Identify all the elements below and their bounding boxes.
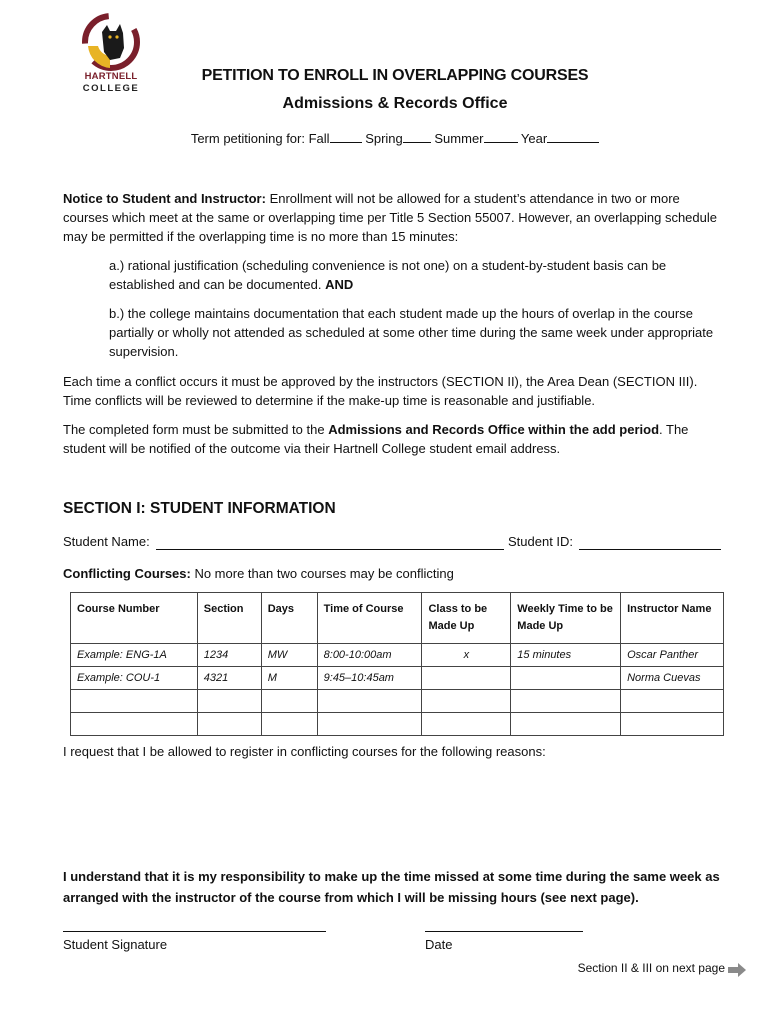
col-course-number: Course Number <box>71 593 198 644</box>
table-cell[interactable] <box>511 713 621 736</box>
logo-text-hartnell: HARTNELL <box>84 71 138 82</box>
table-cell[interactable] <box>422 690 511 713</box>
col-section: Section <box>197 593 261 644</box>
term-spring-blank[interactable] <box>403 131 431 143</box>
term-year-label: Year <box>520 131 548 146</box>
table-cell[interactable]: 15 minutes <box>511 644 621 667</box>
col-class-made-up: Class to be Made Up <box>422 593 511 644</box>
table-cell[interactable]: Example: COU-1 <box>71 667 198 690</box>
table-cell[interactable]: 8:00-10:00am <box>317 644 422 667</box>
table-cell[interactable]: Example: ENG-1A <box>71 644 198 667</box>
term-spring-label: Spring <box>365 131 403 146</box>
conflicting-courses-table <box>70 592 724 736</box>
table-cell[interactable] <box>422 667 511 690</box>
col-days: Days <box>261 593 317 644</box>
table-cell[interactable] <box>621 713 724 736</box>
student-id-label: Student ID: <box>508 534 574 549</box>
term-summer-blank[interactable] <box>484 131 518 143</box>
table-cell[interactable]: Oscar Panther <box>621 644 724 667</box>
student-id-field[interactable] <box>579 549 721 550</box>
table-cell[interactable] <box>422 713 511 736</box>
table-row <box>71 644 724 667</box>
table-cell[interactable] <box>71 713 198 736</box>
submit-pre: The completed form must be submitted to the <box>63 422 329 437</box>
student-signature-label: Student Signature <box>63 937 168 952</box>
table-row <box>71 690 724 713</box>
table-cell[interactable]: 1234 <box>197 644 261 667</box>
submit-bold: Admissions and Records Office within the add period <box>328 422 660 437</box>
conflicting-text: No more than two courses may be conflicting <box>190 566 454 581</box>
panther-logo-icon <box>80 12 142 74</box>
term-label: Term petitioning for: <box>190 131 305 146</box>
form-subtitle: Admissions & Records Office <box>282 95 508 112</box>
term-row <box>150 131 640 146</box>
notice-text: Enrollment will not be allowed for a student’s attendance in two or more courses which meet at the same or overlapping time per Title 5 Section 55007. However, an overlapping schedule may be permitted if the overlapping time is no more than 15 minutes: <box>63 191 717 244</box>
table-cell[interactable] <box>197 713 261 736</box>
understand-statement: I understand that it is my responsibility to make up the time missed at some time during the same week as arranged with the instructor of the course from which I will be missing hours (see next page). <box>63 869 720 905</box>
next-page-note: Section II & III on next page <box>577 961 725 975</box>
table-cell[interactable] <box>261 713 317 736</box>
table-cell[interactable] <box>511 690 621 713</box>
notice-item-a-text: a.) rational justification (scheduling convenience is not one) on a student-by-student basis can be established and can be documented. <box>109 258 667 292</box>
table-header-row <box>71 593 724 644</box>
student-name-field[interactable] <box>156 549 504 550</box>
logo-text-college: COLLEGE <box>82 83 140 94</box>
term-fall-label: Fall <box>308 131 330 146</box>
right-arrow-icon <box>728 963 746 982</box>
notice-item-a-and: AND <box>325 277 354 292</box>
submit-post: . The student will be notified of the outcome via their Hartnell College student email address. <box>63 422 689 456</box>
col-instructor-name: Instructor Name <box>621 593 724 644</box>
term-year-blank[interactable] <box>547 131 599 143</box>
table-cell[interactable] <box>261 690 317 713</box>
conflict-paragraph: Each time a conflict occurs it must be approved by the instructors (SECTION II), the Area Dean (SECTION III). Time conflicts will be reviewed to determine if the make-up time is reasonable and justifiable. <box>63 374 698 408</box>
notice-item-b: b.) the college maintains documentation that each student made up the hours of overlap in the course partially or wholly not attended as scheduled at some other time during the same week under appropriate supervision. <box>109 306 714 359</box>
notice-lead: Notice to Student and Instructor: <box>63 191 266 206</box>
table-cell[interactable] <box>317 690 422 713</box>
reasons-area[interactable] <box>63 764 725 860</box>
term-fall-blank[interactable] <box>330 131 362 143</box>
notice-item-a <box>109 256 721 294</box>
table-cell[interactable]: MW <box>261 644 317 667</box>
table-row <box>71 667 724 690</box>
form-title: PETITION TO ENROLL IN OVERLAPPING COURSES <box>201 67 589 84</box>
date-field[interactable] <box>425 931 583 932</box>
student-info-row <box>63 534 725 554</box>
table-row <box>71 713 724 736</box>
table-cell[interactable] <box>511 667 621 690</box>
table-cell[interactable] <box>71 690 198 713</box>
col-weekly-time: Weekly Time to be Made Up <box>511 593 621 644</box>
notice-paragraph <box>63 189 725 246</box>
table-cell[interactable]: x <box>422 644 511 667</box>
table-cell[interactable]: 4321 <box>197 667 261 690</box>
student-name-label: Student Name: <box>63 534 150 549</box>
submit-paragraph <box>63 420 725 458</box>
table-cell[interactable] <box>317 713 422 736</box>
conflicting-lead: Conflicting Courses: <box>63 566 191 581</box>
term-summer-label: Summer <box>434 131 484 146</box>
table-cell[interactable] <box>197 690 261 713</box>
table-cell[interactable]: M <box>261 667 317 690</box>
col-time-of-course: Time of Course <box>317 593 422 644</box>
table-cell[interactable]: 9:45–10:45am <box>317 667 422 690</box>
date-label: Date <box>425 937 453 952</box>
request-text: I request that I be allowed to register in conflicting courses for the following reasons: <box>63 744 546 759</box>
table-cell[interactable] <box>621 690 724 713</box>
section-1-title: SECTION I: STUDENT INFORMATION <box>63 500 336 517</box>
student-signature-field[interactable] <box>63 931 326 932</box>
conflicting-courses-note <box>63 564 725 583</box>
table-cell[interactable]: Norma Cuevas <box>621 667 724 690</box>
